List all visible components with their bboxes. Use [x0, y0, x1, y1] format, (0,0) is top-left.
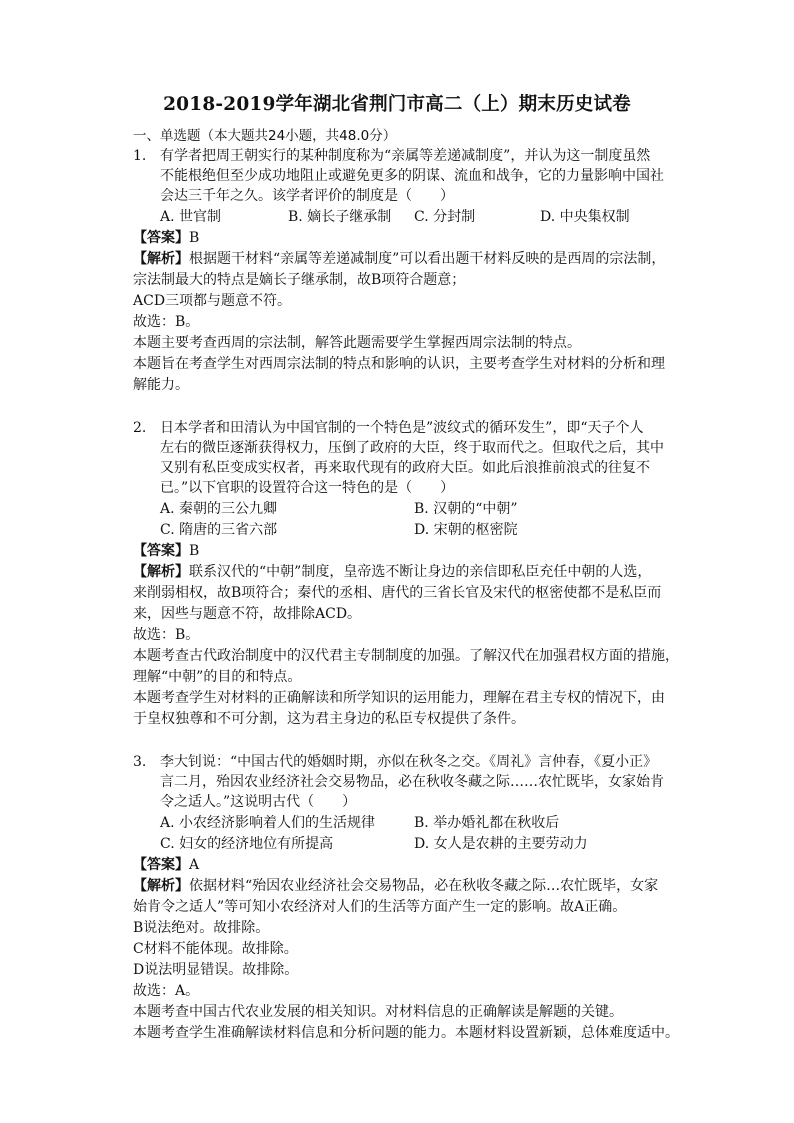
question-1-stem: 有学者把周王朝实行的某种制度称为“亲属等差递减制度”，并认为这一制度虽然 — [160, 148, 651, 164]
question-1-option-c: C. 分封制 — [414, 209, 476, 225]
answer-tag: 【答案】 — [133, 230, 189, 246]
question-1-analysis — [133, 249, 665, 269]
answer-tag: 【答案】 — [133, 857, 189, 873]
answer-value: B — [189, 543, 200, 559]
page-title: 2018-2019学年湖北省荆门市高二（上）期末历史试卷 — [163, 94, 631, 115]
question-2-analysis-line: 来，因些与题意不符，故排除ACD。 — [133, 606, 362, 622]
question-1-analysis-line: ACD三项都与题意不符。 — [133, 293, 292, 309]
question-3-stem: 李大钊说：“中国古代的婚姻时期，亦似在秋冬之交。《周礼》言仲春，《夏小正》 — [160, 754, 658, 770]
question-3-answer — [133, 855, 199, 875]
question-2-stem: 日本学者和田清认为中国官制的一个特色是”波纹式的循环发生”，即“天子个人 — [160, 420, 644, 436]
question-1-number: 1. — [133, 148, 147, 164]
question-1-analysis-line: 本题主要考查西周的宗法制，解答此题需要学生掌握西周宗法制的特点。 — [133, 335, 581, 351]
question-3-analysis-line: 故选：A。 — [133, 983, 200, 999]
analysis-tag: 【解析】 — [133, 564, 189, 580]
question-3-analysis — [133, 876, 658, 896]
question-2-analysis-line: 故选：B。 — [133, 627, 200, 643]
question-3-option-d: D. 女人是农耕的主要劳动力 — [414, 836, 588, 852]
question-2-option-c: C. 隋唐的三省六部 — [160, 522, 278, 538]
question-2-analysis-line: 来削弱相权，故B项符合；秦代的丞相、唐代的三省长官及宋代的枢密使都不是私臣而 — [133, 585, 662, 601]
question-3-stem: 令之适人。”这说明古代（ ） — [160, 794, 357, 810]
question-2-analysis — [133, 562, 651, 582]
question-3-analysis-line: 本题考查学生准确解读材料信息和分析问题的能力。本题材料设置新颖，总体难度适中。 — [133, 1025, 679, 1041]
question-3-analysis-line: C材料不能体现。故排除。 — [133, 941, 298, 957]
question-2-stem: 又别有私臣变成实权者，再来取代现有的政府大臣。如此后浪推前浪式的往复不 — [160, 460, 650, 476]
question-3-analysis-line: 始肯令之适人”等可知小农经济对人们的生活等方面产生一定的影响。故A正确。 — [133, 899, 627, 915]
answer-tag: 【答案】 — [133, 543, 189, 559]
question-2-analysis-line: 于皇权独尊和不可分割，这为君主身边的私臣专权提供了条件。 — [133, 711, 525, 727]
question-1-option-b: B. 嫡长子继承制 — [288, 209, 392, 225]
question-2-analysis-line: 理解“中朝”的目的和特点。 — [133, 669, 302, 685]
question-3-analysis-line: 本题考查中国古代农业发展的相关知识。对材料信息的正确解读是解题的关键。 — [133, 1004, 623, 1020]
analysis-tag: 【解析】 — [133, 878, 189, 894]
question-3-option-a: A. 小农经济影响着人们的生活规律 — [160, 815, 376, 831]
question-2-option-d: D. 宋朝的枢密院 — [414, 522, 518, 538]
question-3-number: 3. — [133, 754, 147, 770]
question-1-analysis-line: 解能力。 — [133, 377, 189, 393]
question-1-stem: 会达三千年之久。该学者评价的制度是（ ） — [160, 188, 454, 204]
question-1-analysis-line: 故选：B。 — [133, 314, 200, 330]
analysis-tag: 【解析】 — [133, 251, 189, 267]
answer-value: A — [189, 857, 200, 873]
question-1-option-a: A. 世官制 — [160, 209, 222, 225]
question-2-analysis-line: 本题考查学生对材料的正确解读和所学知识的运用能力，理解在君主专权的情况下，由 — [133, 690, 665, 706]
question-3-stem: 言二月，殆因农业经济社会交易物品，必在秋收冬藏之际……农忙既毕，女家始肯 — [160, 774, 664, 790]
analysis-text: 依据材料“殆因农业经济社会交易物品，必在秋收冬藏之际…农忙既毕，女家 — [189, 878, 659, 894]
question-3-option-b: B. 举办婚礼都在秋收后 — [414, 815, 560, 831]
question-2-stem: 已。”以下官职的设置符合这一特色的是（ ） — [160, 480, 455, 496]
question-3-option-c: C. 妇女的经济地位有所提高 — [160, 836, 334, 852]
question-1-answer — [133, 228, 199, 248]
question-2-stem: 左右的微臣逐渐获得权力，压倒了政府的大臣，终于取而代之。但取代之后，其中 — [160, 440, 664, 456]
question-1-analysis-line: 宗法制最大的特点是嫡长子继承制，故B项符合题意； — [133, 272, 466, 288]
question-1-analysis-line: 本题旨在考查学生对西周宗法制的特点和影响的认识，主要考查学生对材料的分析和理 — [133, 356, 665, 372]
section-heading: 一、单选题（本大题共24小题，共48.0分） — [133, 128, 397, 144]
question-1-option-d: D. 中央集权制 — [540, 209, 630, 225]
question-2-number: 2. — [133, 420, 147, 436]
question-2-option-a: A. 秦朝的三公九卿 — [160, 501, 278, 517]
analysis-text: 联系汉代的“中朝”制度，皇帝选不断让身边的亲信即私臣充任中朝的人选， — [189, 564, 652, 580]
question-1-stem: 不能根绝但至少成功地阻止或避免更多的阴谋、流血和战争，它的力量影响中国社 — [160, 168, 664, 184]
answer-value: B — [189, 230, 200, 246]
question-3-analysis-line: D说法明显错误。故排除。 — [133, 962, 299, 978]
question-2-option-b: B. 汉朝的“中朝” — [414, 501, 518, 517]
question-3-analysis-line: B说法绝对。故排除。 — [133, 920, 270, 936]
question-2-analysis-line: 本题考查古代政治制度中的汉代君主专制制度的加强。了解汉代在加强君权方面的措施， — [133, 648, 679, 664]
question-2-answer — [133, 541, 199, 561]
analysis-text: 根据题干材料“亲属等差递减制度”可以看出题干材料反映的是西周的宗法制， — [189, 251, 666, 267]
